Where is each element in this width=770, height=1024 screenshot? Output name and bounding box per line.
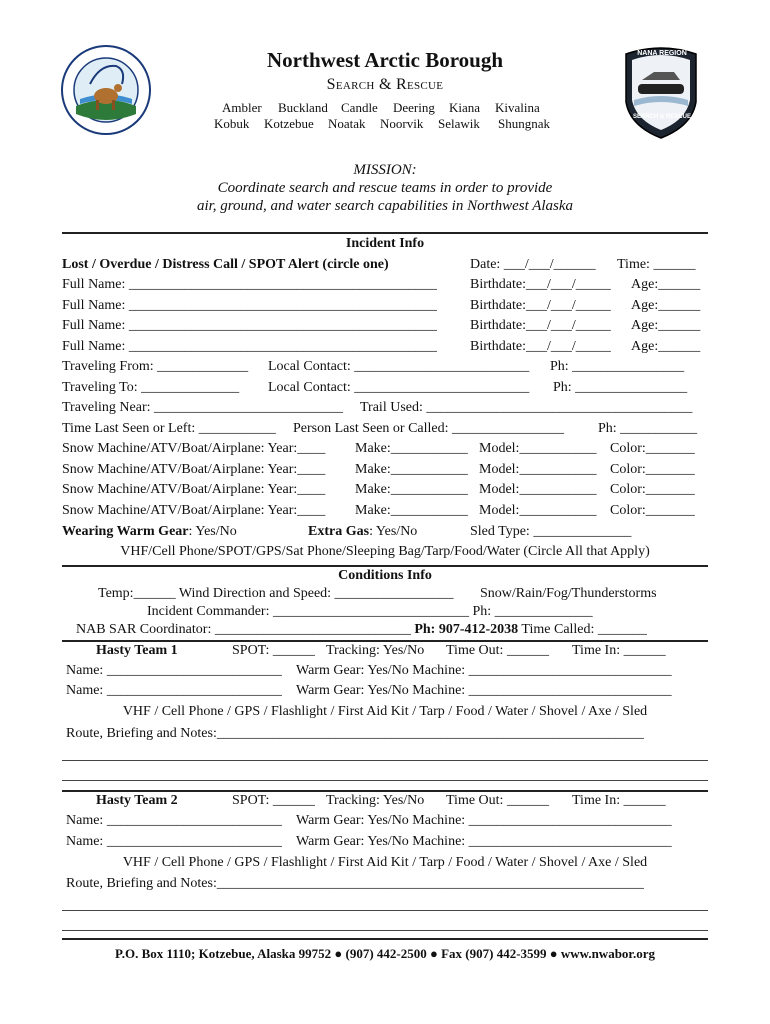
team-2-name-2[interactable]: Name: _________________________ [66,834,282,849]
team-2-gear-1[interactable]: Warm Gear: Yes/No Machine: _____________________________ [296,813,672,828]
team-1-route[interactable]: Route, Briefing and Notes:_____________________________________________________________ [66,726,644,741]
team-2-gear-2[interactable]: Warm Gear: Yes/No Machine: _____________________________ [296,834,672,849]
make-field[interactable]: Make:___________ [355,503,468,518]
team-2-equipment[interactable]: VHF / Cell Phone / GPS / Flashlight / First Aid Kit / Tarp / Food / Water / Shovel / Axe / Sled [122,855,648,870]
village: Candle [341,100,378,115]
team-1-gear-2[interactable]: Warm Gear: Yes/No Machine: _____________________________ [296,683,672,698]
team-1-spot[interactable]: SPOT: ______ [232,643,315,658]
warm-gear-value[interactable]: : Yes/No [188,524,237,539]
footer-address: P.O. Box 1110; Kotzebue, Alaska 99752 ● (907) 442-2500 ● Fax (907) 442-3599 ● www.nwabor.org [114,946,656,961]
divider [62,565,708,567]
warm-gear-label: Wearing Warm Gear [62,524,189,539]
team-1-name-1[interactable]: Name: _________________________ [66,663,282,678]
extra-gas-label: Extra Gas [308,524,370,539]
nab-label[interactable]: NAB SAR Coordinator: ____________________________ [76,622,411,637]
village: Selawik [438,116,480,131]
vehicle-year-field[interactable]: Snow Machine/ATV/Boat/Airplane: Year:____ [62,503,326,518]
village: Ambler [222,100,262,115]
birthdate-field[interactable]: Birthdate:___/___/_____ [470,277,611,292]
team-2-time-out[interactable]: Time Out: ______ [446,793,549,808]
team-1-tracking[interactable]: Tracking: Yes/No [326,643,425,658]
extra-gas-value[interactable]: : Yes/No [369,524,418,539]
model-field[interactable]: Model:___________ [479,482,597,497]
village: Noorvik [380,116,424,131]
color-field[interactable]: Color:_______ [610,503,695,518]
divider [62,790,708,792]
village: Kotzebue [264,116,314,131]
notes-line [62,930,708,931]
team-2-time-in[interactable]: Time In: ______ [572,793,666,808]
team-2-name-1[interactable]: Name: _________________________ [66,813,282,828]
make-field[interactable]: Make:___________ [355,441,468,456]
village: Kiana [449,100,481,115]
team-1-name-2[interactable]: Name: _________________________ [66,683,282,698]
traveling-near-field[interactable]: Traveling Near: ___________________________ [62,400,344,415]
nab-phone: Ph: 907-412-2038 [414,622,519,637]
full-name-field[interactable]: Full Name: ____________________________________________ [62,318,437,333]
phone-field[interactable]: Ph: ________________ [553,380,688,395]
person-called-field[interactable]: Person Last Seen or Called: ________________ [293,421,565,436]
equipment-line[interactable]: VHF/Cell Phone/SPOT/GPS/Sat Phone/Sleeping Bag/Tarp/Food/Water (Circle All that Apply) [120,544,650,559]
model-field[interactable]: Model:___________ [479,503,597,518]
vehicle-year-field[interactable]: Snow Machine/ATV/Boat/Airplane: Year:____ [62,462,326,477]
team-1-gear-1[interactable]: Warm Gear: Yes/No Machine: _____________________________ [296,663,672,678]
team-1-time-in[interactable]: Time In: ______ [572,643,666,658]
traveling-from-field[interactable]: Traveling From: _____________ [62,359,249,374]
team-2-spot[interactable]: SPOT: ______ [232,793,315,808]
model-field[interactable]: Model:___________ [479,441,597,456]
nana-sar-badge-logo [620,44,702,140]
local-contact-field[interactable]: Local Contact: _________________________ [268,359,530,374]
notes-line [62,910,708,911]
full-name-field[interactable]: Full Name: ____________________________________________ [62,298,437,313]
birthdate-field[interactable]: Birthdate:___/___/_____ [470,339,611,354]
village: Buckland [278,100,328,115]
temp-wind-field[interactable]: Temp:______ Wind Direction and Speed: _________________ [98,586,454,601]
mission-heading: MISSION: [353,162,417,178]
vehicle-year-field[interactable]: Snow Machine/ATV/Boat/Airplane: Year:____ [62,441,326,456]
age-field[interactable]: Age:______ [631,318,701,333]
page-title: Northwest Arctic Borough [266,48,504,72]
team-1-equipment[interactable]: VHF / Cell Phone / GPS / Flashlight / First Aid Kit / Tarp / Food / Water / Shovel / Axe / Sled [122,704,648,719]
date-field[interactable]: Date: ___/___/______ [470,257,596,272]
divider [62,232,708,234]
villages-row-2 [214,116,550,132]
color-field[interactable]: Color:_______ [610,441,695,456]
phone-field[interactable]: Ph: ________________ [550,359,685,374]
color-field[interactable]: Color:_______ [610,482,695,497]
birthdate-field[interactable]: Birthdate:___/___/_____ [470,318,611,333]
last-seen-field[interactable]: Time Last Seen or Left: ___________ [62,421,276,436]
phone-field[interactable]: Ph: ___________ [598,421,698,436]
villages-row-1 [222,100,540,116]
divider [62,938,708,940]
village: Shungnak [498,116,550,131]
notes-line [62,760,708,761]
divider [62,640,708,642]
village: Deering [393,100,435,115]
incident-heading: Incident Info [345,236,425,251]
borough-seal-logo [60,44,152,136]
time-field[interactable]: Time: ______ [617,257,696,272]
age-field[interactable]: Age:______ [631,298,701,313]
traveling-to-field[interactable]: Traveling To: ______________ [62,380,240,395]
full-name-field[interactable]: Full Name: ____________________________________________ [62,339,437,354]
page-subtitle [160,76,610,94]
model-field[interactable]: Model:___________ [479,462,597,477]
call-type[interactable]: Lost / Overdue / Distress Call / SPOT Alert (circle one) [62,257,389,272]
local-contact-field[interactable]: Local Contact: _________________________ [268,380,530,395]
commander-field[interactable]: Incident Commander: ____________________________ Ph: ______________ [147,604,593,619]
team-1-time-out[interactable]: Time Out: ______ [446,643,549,658]
make-field[interactable]: Make:___________ [355,462,468,477]
team-2-tracking[interactable]: Tracking: Yes/No [326,793,425,808]
badge-bottom-text: SEARCH & RESCUE [632,114,691,120]
extra-gas-field[interactable] [308,524,417,540]
subtitle-text: Search & Rescue [326,76,444,93]
mission-line-2: air, ground, and water search capabilities in Northwest Alaska [196,198,574,214]
vehicle-year-field[interactable]: Snow Machine/ATV/Boat/Airplane: Year:____ [62,482,326,497]
village: Kivalina [495,100,540,115]
badge-top-text: NANA REGION [637,50,687,57]
time-called[interactable]: Time Called: _______ [521,622,647,637]
age-field[interactable]: Age:______ [631,339,701,354]
trail-used-field[interactable]: Trail Used: ______________________________________ [360,400,693,415]
birthdate-field[interactable]: Birthdate:___/___/_____ [470,298,611,313]
age-field[interactable]: Age:______ [631,277,701,292]
village: Kobuk [214,116,250,131]
conditions-heading: Conditions Info [338,568,432,583]
full-name-field[interactable]: Full Name: ____________________________________________ [62,277,437,292]
team-2-title: Hasty Team 2 [96,793,178,808]
nab-coordinator-field[interactable] [76,622,647,638]
team-1-title: Hasty Team 1 [96,643,178,658]
team-2-route[interactable]: Route, Briefing and Notes:_____________________________________________________________ [66,876,644,891]
color-field[interactable]: Color:_______ [610,462,695,477]
mission-line-1: Coordinate search and rescue teams in order to provide [217,180,553,196]
sled-type-field[interactable]: Sled Type: ______________ [470,524,632,539]
warm-gear-field[interactable] [62,524,237,540]
weather-field[interactable]: Snow/Rain/Fog/Thunderstorms [480,586,657,601]
make-field[interactable]: Make:___________ [355,482,468,497]
village: Noatak [328,116,366,131]
notes-line [62,780,708,781]
